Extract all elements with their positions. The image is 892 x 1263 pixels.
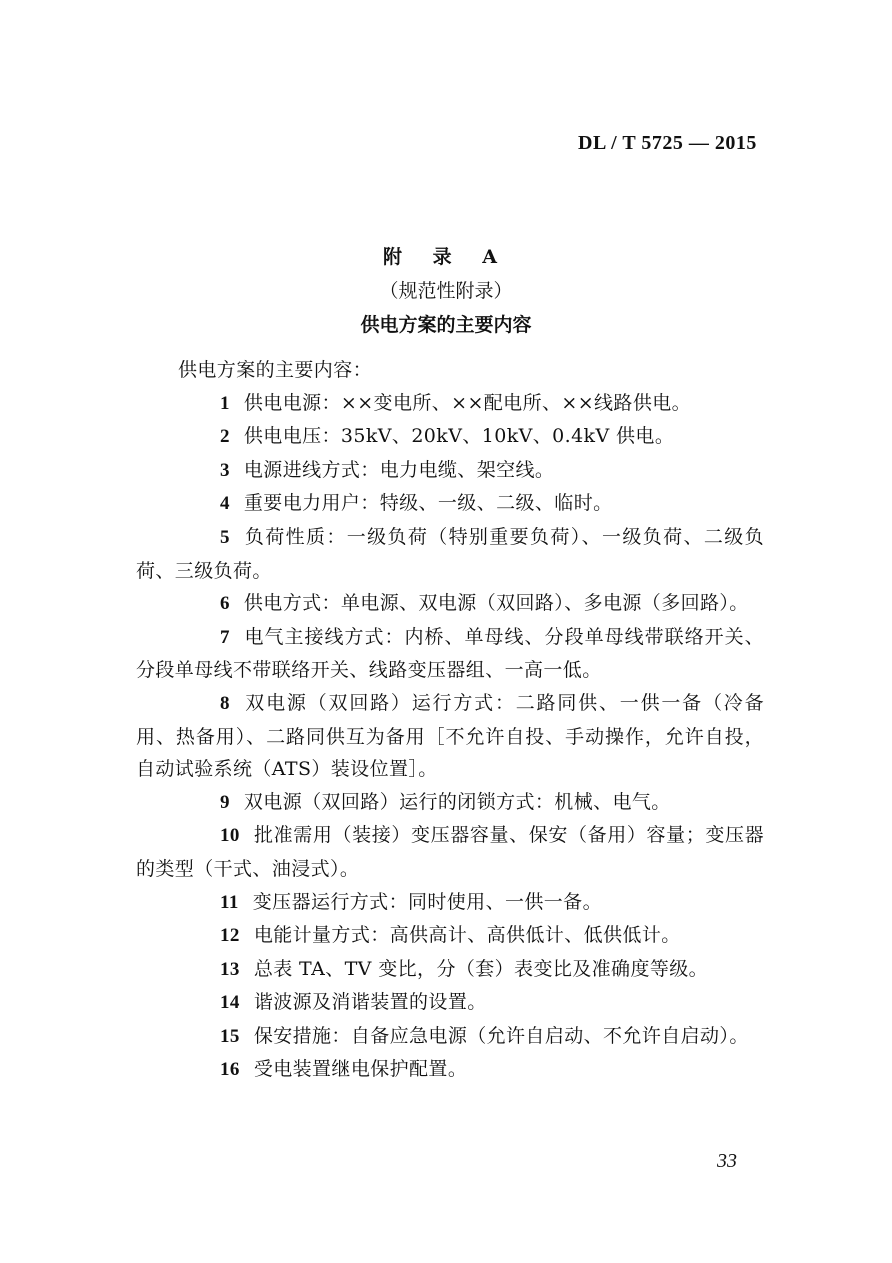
list-item: [136, 687, 764, 786]
item-text: 受电装置继电保护配置。: [253, 1058, 468, 1081]
item-number: 11: [220, 891, 239, 913]
list-item: [136, 1020, 764, 1054]
list-item: [136, 786, 764, 820]
item-number: 15: [220, 1025, 240, 1047]
item-number: 2: [220, 426, 230, 448]
list-item: [136, 454, 764, 488]
item-text: 批准需用（装接）变压器容量、保安（备用）容量；变压器的类型（干式、油浸式）。: [136, 824, 764, 880]
list-item: [136, 919, 764, 953]
item-text: 供电方式：单电源、双电源（双回路）、多电源（多回路）。: [243, 592, 749, 615]
item-text: 谐波源及消谐装置的设置。: [253, 991, 487, 1014]
list-item: [136, 886, 764, 920]
item-text: 电气主接线方式：内桥、单母线、分段单母线带联络开关、分段单母线不带联络开关、线路变压器组、一高一低。: [136, 625, 764, 682]
appendix-subtitle: （规范性附录）: [379, 280, 513, 302]
item-text: 双电源（双回路）运行的闭锁方式：机械、电气。: [243, 790, 671, 813]
item-text: 重要电力用户：特级、一级、二级、临时。: [243, 492, 613, 515]
item-text: 电能计量方式：高供高计、高供低计、低供低计。: [253, 924, 681, 947]
list-item: [136, 1053, 764, 1087]
standard-code: DL / T 5725 — 2015: [578, 132, 757, 154]
item-text: 供电电压：35kV、20kV、10kV、0.4kV 供电。: [243, 425, 675, 448]
item-number: 6: [220, 593, 230, 615]
list-item: [136, 819, 764, 885]
item-number: 16: [220, 1059, 240, 1081]
item-number: 7: [220, 626, 230, 648]
item-number: 13: [220, 958, 240, 980]
item-number: 1: [220, 392, 230, 414]
list-item: [136, 387, 764, 421]
item-text: 双电源（双回路）运行方式：二路同供、一供一备（冷备用、热备用）、二路同供互为备用［不允许自投、手动操作，允许自投，自动试验系统（ATS）装设位置］。: [136, 691, 764, 781]
list-item: [136, 487, 764, 521]
list-item: [136, 986, 764, 1020]
appendix-heading: 供电方案的主要内容: [360, 314, 532, 336]
intro-paragraph: 供电方案的主要内容：: [178, 359, 373, 381]
item-number: 14: [220, 992, 240, 1014]
list-item: [136, 621, 764, 687]
item-text: 供电电源：××变电所、××配电所、××线路供电。: [243, 391, 692, 414]
appendix-title-block: [0, 240, 892, 342]
appendix-label: 附 录 A: [383, 246, 509, 268]
item-number: 12: [220, 925, 240, 947]
item-text: 电源进线方式：电力电缆、架空线。: [243, 458, 555, 481]
page-number: 33: [717, 1150, 737, 1172]
item-text: 保安措施：自备应急电源（允许自启动、不允许自启动）。: [253, 1024, 749, 1047]
item-text: 负荷性质：一级负荷（特别重要负荷）、一级负荷、二级负荷、三级负荷。: [136, 525, 764, 582]
item-number: 9: [220, 791, 230, 813]
item-number: 3: [220, 459, 230, 481]
list-item: [136, 521, 764, 587]
item-text: 总表 TA、TV 变比，分（套）表变比及准确度等级。: [253, 957, 709, 980]
list-item: [136, 953, 764, 987]
item-number: 8: [220, 692, 230, 714]
list-item: [136, 587, 764, 621]
item-number: 10: [220, 825, 240, 847]
item-text: 变压器运行方式：同时使用、一供一备。: [252, 890, 602, 913]
list-item: [136, 420, 764, 454]
appendix-body: [136, 354, 764, 1087]
item-list: [136, 387, 764, 1087]
item-number: 4: [220, 493, 230, 515]
item-number: 5: [220, 526, 230, 548]
